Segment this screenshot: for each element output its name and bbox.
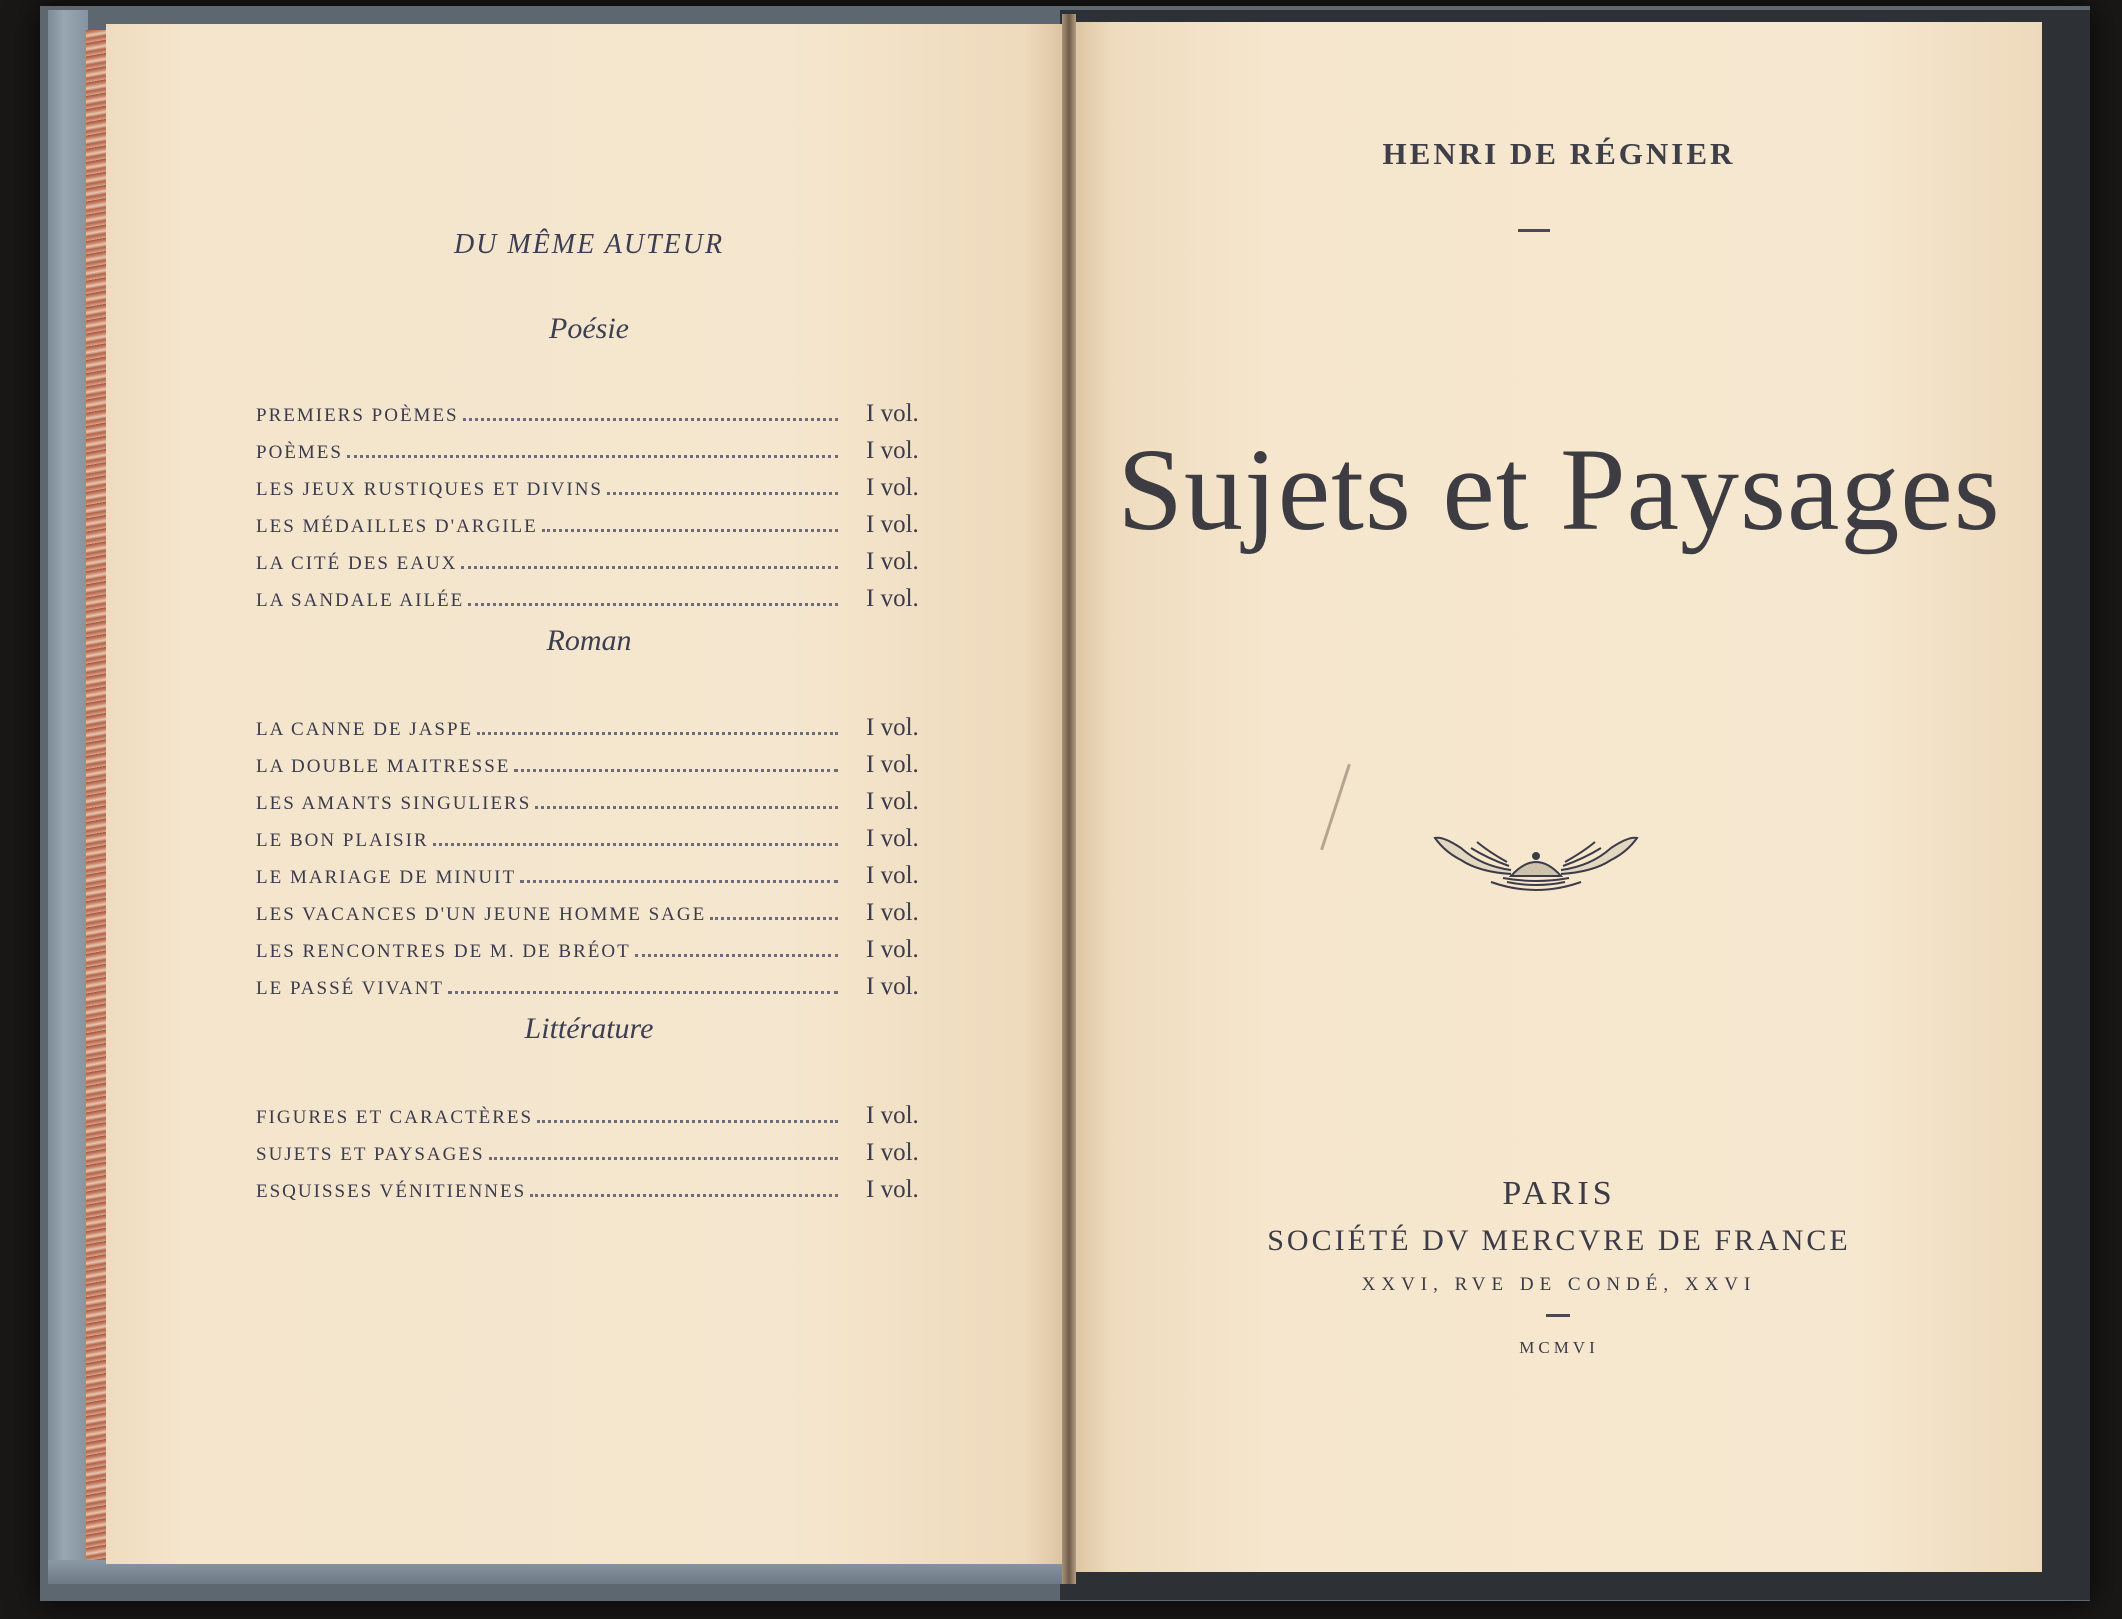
winged-helmet-icon (1431, 826, 1641, 902)
item-title: PREMIERS POÈMES (256, 405, 459, 426)
publisher-address: XXVI, RVE DE CONDÉ, XXVI (1361, 1274, 1757, 1295)
book-gutter (1062, 14, 1076, 1584)
author-name: HENRI DE RÉGNIER (1382, 136, 1736, 171)
list-roman (256, 714, 956, 1010)
list-heading: DU MÊME AUTEUR (453, 229, 725, 260)
item-vol: I vol. (866, 1102, 919, 1129)
item-vol: I vol. (866, 474, 919, 501)
right-page (1076, 22, 2042, 1572)
list-item (256, 751, 956, 788)
leader-dots (489, 1157, 838, 1160)
marbled-endpaper (86, 30, 108, 1560)
list-item (256, 788, 956, 825)
item-title: LE MARIAGE DE MINUIT (256, 867, 517, 888)
leader-dots (537, 1120, 838, 1123)
leader-dots (710, 917, 838, 920)
leader-dots (347, 455, 838, 458)
publisher-name: SOCIÉTÉ DV MERCVRE DE FRANCE (1267, 1224, 1851, 1257)
item-title: SUJETS ET PAYSAGES (256, 1144, 485, 1165)
list-poesie (256, 400, 956, 622)
publication-city: PARIS (1502, 1175, 1616, 1212)
list-item (256, 474, 956, 511)
list-litterature (256, 1102, 956, 1213)
leader-dots (463, 418, 838, 421)
leader-dots (535, 806, 838, 809)
leader-dots (461, 566, 838, 569)
item-title: LES RENCONTRES DE M. DE BRÉOT (256, 941, 631, 962)
list-item (256, 1102, 956, 1139)
list-item (256, 585, 956, 622)
item-vol: I vol. (866, 788, 919, 815)
list-item (256, 400, 956, 437)
book-title: Sujets et Paysages (1117, 424, 2001, 555)
list-item (256, 548, 956, 585)
left-page (106, 24, 1072, 1564)
leader-dots (530, 1194, 838, 1197)
item-title: LE PASSÉ VIVANT (256, 978, 445, 999)
item-vol: I vol. (866, 548, 919, 575)
list-item (256, 862, 956, 899)
item-title: ESQUISSES VÉNITIENNES (256, 1181, 527, 1202)
section-title-roman: Roman (546, 624, 632, 657)
section-title-litterature: Littérature (524, 1012, 654, 1045)
list-item (256, 973, 956, 1010)
item-vol: I vol. (866, 899, 919, 926)
leader-dots (433, 843, 838, 846)
list-item (256, 1139, 956, 1176)
item-title: LE BON PLAISIR (256, 830, 429, 851)
item-title: LES AMANTS SINGULIERS (256, 793, 532, 814)
item-vol: I vol. (866, 714, 919, 741)
section-title-poesie: Poésie (549, 312, 629, 345)
leader-dots (468, 603, 838, 606)
item-title: LES JEUX RUSTIQUES ET DIVINS (256, 479, 603, 500)
item-vol: I vol. (866, 862, 919, 889)
leader-dots (607, 492, 838, 495)
leader-dots (514, 769, 838, 772)
item-vol: I vol. (866, 1176, 919, 1203)
list-item (256, 511, 956, 548)
leader-dots (635, 954, 838, 957)
publication-year: MCMVI (1519, 1338, 1599, 1357)
item-vol: I vol. (866, 585, 919, 612)
list-item (256, 1176, 956, 1213)
leader-dots (477, 732, 838, 735)
item-vol: I vol. (866, 936, 919, 963)
item-vol: I vol. (866, 400, 919, 427)
item-vol: I vol. (866, 825, 919, 852)
divider (1546, 1314, 1570, 1317)
item-vol: I vol. (866, 1139, 919, 1166)
item-title: FIGURES ET CARACTÈRES (256, 1107, 534, 1128)
list-item (256, 936, 956, 973)
cloth-edge (48, 10, 88, 1580)
list-item (256, 899, 956, 936)
item-title: LA SANDALE AILÉE (256, 590, 465, 611)
item-vol: I vol. (866, 437, 919, 464)
list-item (256, 437, 956, 474)
item-title: LES VACANCES D'UN JEUNE HOMME SAGE (256, 904, 707, 925)
leader-dots (448, 991, 838, 994)
list-item (256, 714, 956, 751)
item-title: POÈMES (256, 442, 343, 463)
item-vol: I vol. (866, 973, 919, 1000)
item-title: LA DOUBLE MAITRESSE (256, 756, 511, 777)
leader-dots (520, 880, 838, 883)
item-vol: I vol. (866, 511, 919, 538)
item-vol: I vol. (866, 751, 919, 778)
item-title: LA CANNE DE JASPE (256, 719, 474, 740)
divider (1518, 229, 1550, 232)
leader-dots (542, 529, 838, 532)
list-item (256, 825, 956, 862)
item-title: LES MÉDAILLES D'ARGILE (256, 516, 538, 537)
pencil-mark (1320, 764, 1351, 851)
item-title: LA CITÉ DES EAUX (256, 553, 458, 574)
